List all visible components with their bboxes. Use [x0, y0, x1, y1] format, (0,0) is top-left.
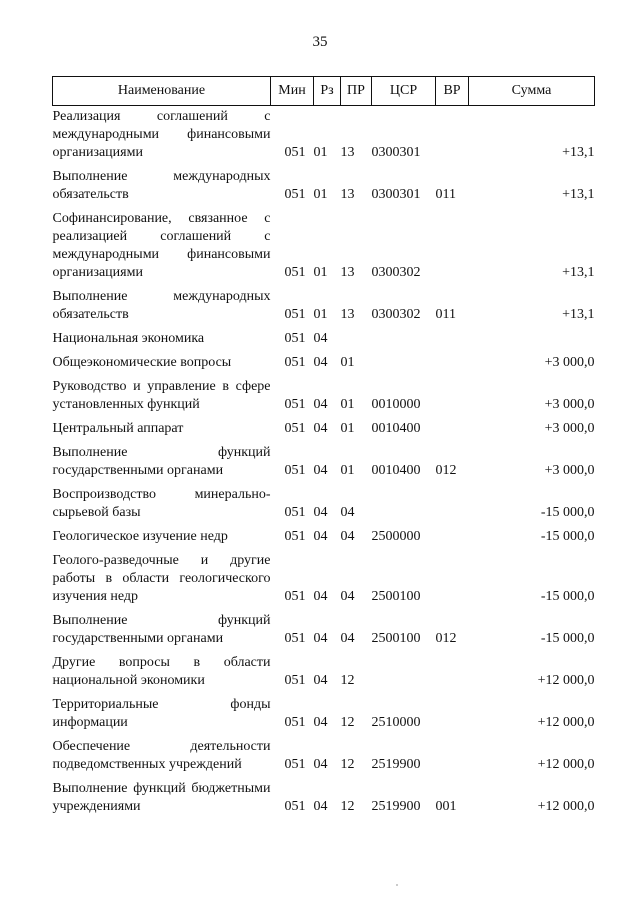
cell-rz: 04 [313, 529, 328, 544]
table-row [53, 286, 595, 328]
cell-vr [436, 328, 469, 352]
cell-csr: 2500100 [371, 631, 421, 646]
cell-csr [372, 484, 436, 526]
header-min: Мин [271, 77, 314, 106]
cell-rz: 04 [313, 631, 328, 646]
cell-min: 051 [284, 799, 306, 814]
cell-rz: 01 [313, 187, 328, 202]
cell-vr [436, 376, 469, 418]
cell-min: 051 [284, 355, 306, 370]
cell-sum: +12 000,0 [537, 799, 595, 814]
cell-pr: 04 [340, 529, 355, 544]
cell-vr [436, 550, 469, 610]
table-body [53, 106, 595, 821]
cell-rz: 04 [313, 673, 328, 688]
cell-csr: 2519900 [371, 799, 421, 814]
cell-rz: 04 [313, 715, 328, 730]
cell-vr [436, 652, 469, 694]
cell-csr: 0010000 [371, 397, 421, 412]
table-row [53, 418, 595, 442]
header-name: Наименование [53, 77, 271, 106]
cell-pr: 13 [340, 187, 355, 202]
cell-min: 051 [284, 187, 306, 202]
cell-min: 051 [284, 529, 306, 544]
header-sum: Сумма [469, 77, 595, 106]
cell-pr: 12 [340, 757, 355, 772]
cell-pr: 13 [340, 265, 355, 280]
cell-sum: -15 000,0 [540, 529, 595, 544]
table-row [53, 166, 595, 208]
cell-min: 051 [284, 331, 306, 346]
cell-min: 051 [284, 145, 306, 160]
cell-sum: +13,1 [562, 265, 595, 280]
table-row [53, 208, 595, 286]
cell-min: 051 [284, 421, 306, 436]
cell-vr [436, 208, 469, 286]
cell-sum: +3 000,0 [544, 421, 595, 436]
cell-pr: 13 [340, 145, 355, 160]
cell-csr: 0300301 [371, 145, 421, 160]
cell-rz: 04 [313, 757, 328, 772]
cell-name: Геолого-разведочные и другие работы в области геологического изучения недр [52, 553, 271, 604]
cell-csr: 0300301 [371, 187, 421, 202]
cell-vr: 011 [435, 307, 456, 322]
table-row [53, 610, 595, 652]
cell-name: Геологическое изучение недр [52, 529, 228, 544]
table-row [53, 652, 595, 694]
cell-name: Выполнение функций государственными органами [52, 613, 271, 646]
cell-pr: 04 [340, 505, 355, 520]
cell-min: 051 [284, 631, 306, 646]
cell-pr: 01 [340, 355, 355, 370]
cell-name: Выполнение функций государственными органами [52, 445, 271, 478]
table-row [53, 526, 595, 550]
table-row [53, 778, 595, 820]
header-rz: Рз [314, 77, 341, 106]
cell-csr: 2519900 [371, 757, 421, 772]
cell-rz: 04 [313, 355, 328, 370]
cell-vr [436, 418, 469, 442]
cell-vr: 001 [435, 799, 457, 814]
cell-csr: 0300302 [371, 265, 421, 280]
cell-rz: 01 [313, 265, 328, 280]
header-csr: ЦСР [372, 77, 436, 106]
cell-pr: 13 [340, 307, 355, 322]
cell-name: Воспроизводство минерально-сырьевой базы [52, 487, 271, 520]
cell-vr [436, 352, 469, 376]
cell-name: Выполнение функций бюджетными учреждениями [52, 781, 271, 814]
cell-name: Центральный аппарат [52, 421, 184, 436]
cell-csr: 0010400 [371, 463, 421, 478]
cell-csr [372, 352, 436, 376]
cell-vr [436, 736, 469, 778]
cell-sum: +13,1 [562, 187, 595, 202]
cell-sum [469, 328, 595, 352]
cell-min: 051 [284, 397, 306, 412]
cell-pr: 04 [340, 589, 355, 604]
cell-sum: +12 000,0 [537, 715, 595, 730]
cell-name: Обеспечение деятельности подведомственных учреждений [52, 739, 271, 772]
cell-vr: 012 [435, 631, 457, 646]
cell-sum: +13,1 [562, 307, 595, 322]
cell-pr: 12 [340, 799, 355, 814]
cell-min: 051 [284, 505, 306, 520]
cell-vr [436, 484, 469, 526]
table-row [53, 328, 595, 352]
cell-pr [341, 328, 372, 352]
cell-min: 051 [284, 265, 306, 280]
cell-min: 051 [284, 715, 306, 730]
cell-sum: +13,1 [562, 145, 595, 160]
cell-pr: 12 [340, 673, 355, 688]
cell-pr: 01 [340, 463, 355, 478]
cell-sum: -15 000,0 [540, 589, 595, 604]
table-row [53, 442, 595, 484]
table-row [53, 106, 595, 167]
cell-csr: 0010400 [371, 421, 421, 436]
table-row [53, 736, 595, 778]
cell-pr: 12 [340, 715, 355, 730]
cell-pr: 01 [340, 421, 355, 436]
cell-vr [436, 526, 469, 550]
cell-min: 051 [284, 463, 306, 478]
scan-speck [396, 884, 398, 886]
cell-name: Национальная экономика [52, 331, 205, 346]
table-row [53, 484, 595, 526]
cell-rz: 04 [313, 589, 328, 604]
cell-min: 051 [284, 307, 306, 322]
cell-name: Софинансирование, связанное с реализацией соглашений с международными финансовыми организациями [52, 211, 271, 280]
cell-name: Выполнение международных обязательств [52, 289, 271, 322]
table-header [53, 77, 595, 106]
cell-min: 051 [284, 589, 306, 604]
cell-rz: 04 [313, 463, 328, 478]
cell-csr: 2500100 [371, 589, 421, 604]
cell-rz: 04 [313, 397, 328, 412]
table-row [53, 550, 595, 610]
cell-name: Реализация соглашений с международными финансовыми организациями [52, 109, 271, 160]
cell-vr [436, 694, 469, 736]
page-number: 35 [312, 34, 328, 50]
cell-csr: 0300302 [371, 307, 421, 322]
cell-name: Другие вопросы в области национальной экономики [52, 655, 271, 688]
cell-min: 051 [284, 673, 306, 688]
cell-name: Общеэкономические вопросы [52, 355, 232, 370]
cell-rz: 04 [313, 421, 328, 436]
cell-rz: 01 [313, 145, 328, 160]
cell-pr: 04 [340, 631, 355, 646]
cell-rz: 04 [313, 331, 328, 346]
cell-name: Руководство и управление в сфере установленных функций [52, 379, 271, 412]
cell-rz: 04 [313, 799, 328, 814]
table-row [53, 376, 595, 418]
cell-sum: +3 000,0 [544, 463, 595, 478]
cell-vr [436, 106, 469, 167]
cell-csr: 2500000 [371, 529, 421, 544]
cell-name: Выполнение международных обязательств [52, 169, 271, 202]
budget-table [52, 76, 595, 820]
cell-vr: 011 [435, 187, 456, 202]
cell-rz: 01 [313, 307, 328, 322]
cell-sum: +12 000,0 [537, 673, 595, 688]
cell-sum: +3 000,0 [544, 355, 595, 370]
cell-sum: +3 000,0 [544, 397, 595, 412]
cell-csr [372, 652, 436, 694]
cell-rz: 04 [313, 505, 328, 520]
cell-sum: -15 000,0 [540, 631, 595, 646]
cell-sum: +12 000,0 [537, 757, 595, 772]
cell-sum: -15 000,0 [540, 505, 595, 520]
cell-csr: 2510000 [371, 715, 421, 730]
cell-pr: 01 [340, 397, 355, 412]
table-row [53, 352, 595, 376]
cell-csr [372, 328, 436, 352]
cell-name: Территориальные фонды информации [52, 697, 271, 730]
header-vr: ВР [436, 77, 469, 106]
cell-vr: 012 [435, 463, 457, 478]
cell-min: 051 [284, 757, 306, 772]
header-pr: ПР [341, 77, 372, 106]
table-row [53, 694, 595, 736]
